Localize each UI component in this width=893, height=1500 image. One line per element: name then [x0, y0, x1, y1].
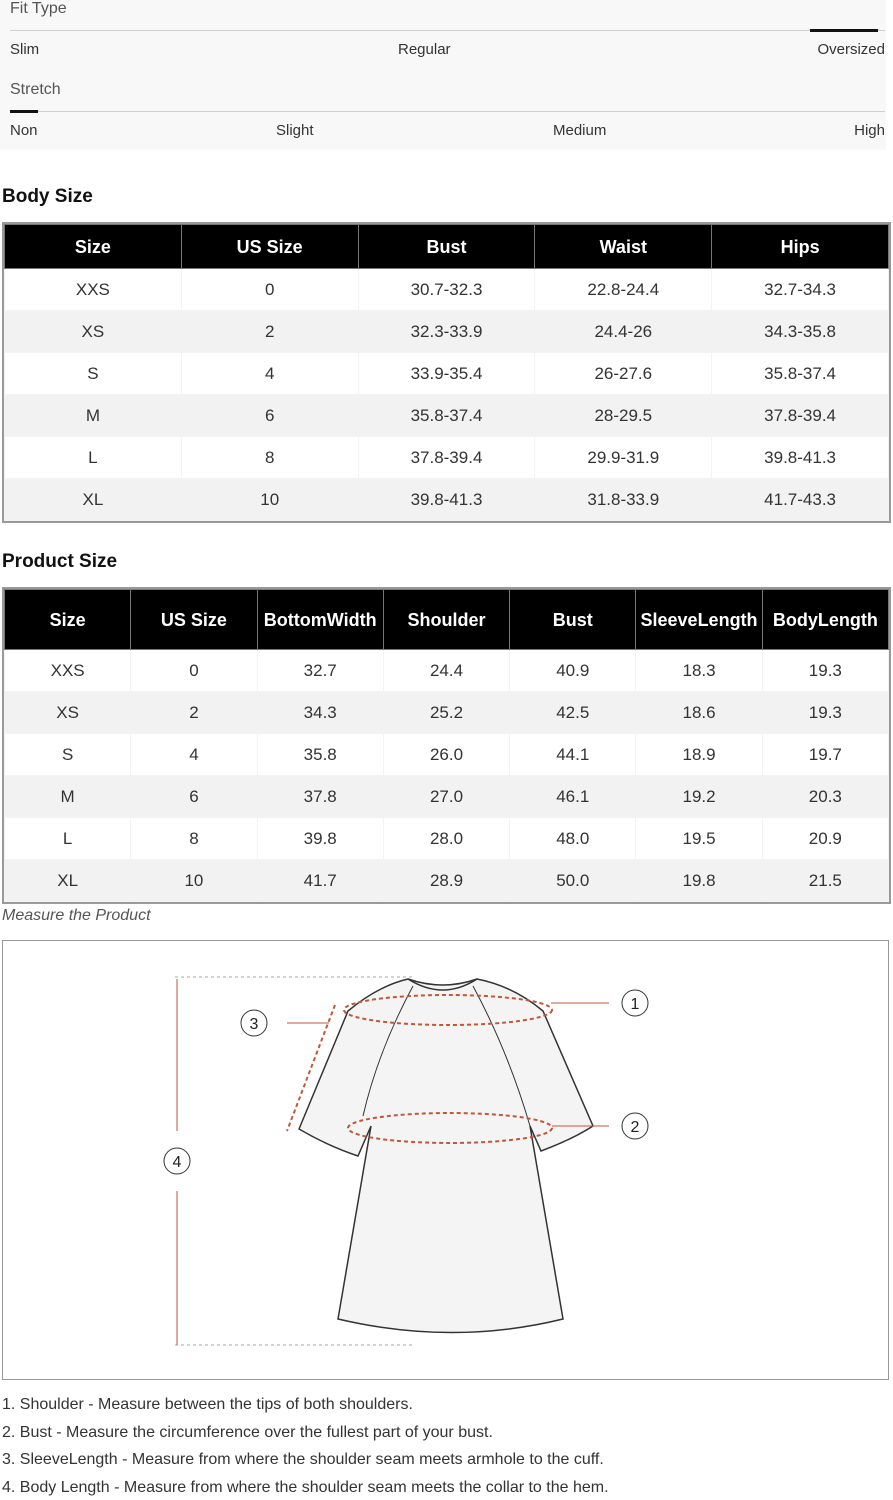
table-cell: 2 — [131, 692, 257, 734]
table-row — [5, 776, 889, 818]
table-cell: 0 — [131, 650, 257, 692]
table-cell: 21.5 — [762, 860, 888, 902]
marker-2-label: 2 — [630, 1119, 640, 1136]
table-cell: 28-29.5 — [535, 395, 712, 437]
header-us-size: US Size — [181, 225, 358, 269]
fit-option-slim: Slim — [10, 41, 40, 58]
table-cell: 39.8 — [257, 818, 383, 860]
header-bottom-width: BottomWidth — [257, 590, 383, 650]
table-cell: 44.1 — [510, 734, 636, 776]
table-cell: 25.2 — [383, 692, 509, 734]
marker-1 — [622, 990, 648, 1016]
table-cell: 39.8-41.3 — [358, 479, 535, 521]
marker-2 — [622, 1113, 648, 1139]
table-cell: 35.8-37.4 — [358, 395, 535, 437]
stretch-option-high: High — [854, 122, 885, 139]
table-cell: 32.3-33.9 — [358, 311, 535, 353]
table-cell: 4 — [131, 734, 257, 776]
table-cell: XL — [5, 479, 182, 521]
marker-3-label: 3 — [249, 1016, 259, 1033]
table-row — [5, 650, 889, 692]
table-cell: 32.7-34.3 — [712, 269, 889, 311]
table-cell: 18.9 — [636, 734, 762, 776]
table-cell: 35.8 — [257, 734, 383, 776]
table-cell: 29.9-31.9 — [535, 437, 712, 479]
fit-type-title: Fit Type — [10, 0, 67, 17]
table-row — [5, 395, 889, 437]
stretch-option-medium: Medium — [553, 122, 607, 139]
tshirt-diagram — [3, 941, 888, 1379]
table-row — [5, 692, 889, 734]
table-cell: 39.8-41.3 — [712, 437, 889, 479]
table-row — [5, 437, 889, 479]
table-cell: 41.7-43.3 — [712, 479, 889, 521]
table-cell: M — [5, 776, 131, 818]
product-size-header-row — [5, 590, 889, 650]
header-bust: Bust — [358, 225, 535, 269]
product-size-table — [2, 587, 891, 904]
table-cell: 46.1 — [510, 776, 636, 818]
table-cell: 0 — [181, 269, 358, 311]
table-cell: 24.4-26 — [535, 311, 712, 353]
table-cell: 19.7 — [762, 734, 888, 776]
header-waist: Waist — [535, 225, 712, 269]
table-cell: 27.0 — [383, 776, 509, 818]
header-hips: Hips — [712, 225, 889, 269]
note-bust: 2. Bust - Measure the circumference over the fullest part of your bust. — [2, 1424, 493, 1441]
table-cell: 18.3 — [636, 650, 762, 692]
note-shoulder: 1. Shoulder - Measure between the tips of both shoulders. — [2, 1396, 413, 1413]
table-cell: XXS — [5, 269, 182, 311]
table-cell: 50.0 — [510, 860, 636, 902]
header-size: Size — [5, 590, 131, 650]
table-cell: 28.9 — [383, 860, 509, 902]
table-cell: 6 — [131, 776, 257, 818]
table-cell: 18.6 — [636, 692, 762, 734]
header-sleeve-length: SleeveLength — [636, 590, 762, 650]
table-cell: 10 — [131, 860, 257, 902]
tshirt-shape — [299, 979, 593, 1333]
marker-1-label: 1 — [630, 996, 640, 1013]
body-size-header-row — [5, 225, 889, 269]
header-body-length: BodyLength — [762, 590, 888, 650]
table-cell: 37.8 — [257, 776, 383, 818]
stretch-track — [10, 111, 885, 112]
table-cell: 8 — [131, 818, 257, 860]
table-cell: 33.9-35.4 — [358, 353, 535, 395]
table-cell: 19.3 — [762, 692, 888, 734]
note-body-length: 4. Body Length - Measure from where the shoulder seam meets the collar to the hem. — [2, 1479, 609, 1496]
table-cell: 4 — [181, 353, 358, 395]
stretch-option-slight: Slight — [276, 122, 314, 139]
table-cell: 42.5 — [510, 692, 636, 734]
table-row — [5, 734, 889, 776]
marker-4 — [164, 1148, 190, 1174]
table-row — [5, 479, 889, 521]
table-cell: 22.8-24.4 — [535, 269, 712, 311]
table-cell: S — [5, 353, 182, 395]
body-size-title: Body Size — [2, 186, 93, 207]
header-size: Size — [5, 225, 182, 269]
table-cell: XXS — [5, 650, 131, 692]
table-cell: 26-27.6 — [535, 353, 712, 395]
measure-title: Measure the Product — [2, 907, 151, 924]
table-cell: 35.8-37.4 — [712, 353, 889, 395]
table-row — [5, 353, 889, 395]
table-cell: M — [5, 395, 182, 437]
marker-4-label: 4 — [172, 1154, 182, 1171]
fit-type-track — [10, 30, 885, 31]
table-cell: 32.7 — [257, 650, 383, 692]
product-size-title: Product Size — [2, 551, 118, 572]
stretch-option-non: Non — [10, 122, 38, 139]
body-size-table — [2, 222, 891, 523]
table-cell: 34.3-35.8 — [712, 311, 889, 353]
table-cell: 37.8-39.4 — [358, 437, 535, 479]
table-cell: 6 — [181, 395, 358, 437]
table-cell: 2 — [181, 311, 358, 353]
fit-stretch-panel — [0, 0, 886, 150]
table-cell: 31.8-33.9 — [535, 479, 712, 521]
table-cell: XS — [5, 311, 182, 353]
table-cell: 10 — [181, 479, 358, 521]
fit-option-oversized: Oversized — [817, 41, 885, 58]
table-cell: 48.0 — [510, 818, 636, 860]
table-cell: 26.0 — [383, 734, 509, 776]
stretch-title: Stretch — [10, 81, 61, 98]
table-cell: 24.4 — [383, 650, 509, 692]
header-bust: Bust — [510, 590, 636, 650]
table-cell: L — [5, 437, 182, 479]
table-cell: 8 — [181, 437, 358, 479]
stretch-selected-marker — [10, 110, 38, 113]
table-cell: L — [5, 818, 131, 860]
table-cell: 40.9 — [510, 650, 636, 692]
header-us-size: US Size — [131, 590, 257, 650]
note-sleeve-length: 3. SleeveLength - Measure from where the shoulder seam meets armhole to the cuff. — [2, 1451, 604, 1468]
table-cell: 20.3 — [762, 776, 888, 818]
table-cell: 37.8-39.4 — [712, 395, 889, 437]
table-cell: 19.5 — [636, 818, 762, 860]
table-row — [5, 860, 889, 902]
table-cell: 19.8 — [636, 860, 762, 902]
table-cell: 19.3 — [762, 650, 888, 692]
table-cell: 28.0 — [383, 818, 509, 860]
table-cell: 30.7-32.3 — [358, 269, 535, 311]
fit-type-selected-marker — [810, 29, 878, 32]
table-cell: 19.2 — [636, 776, 762, 818]
table-cell: S — [5, 734, 131, 776]
table-cell: XL — [5, 860, 131, 902]
table-row — [5, 269, 889, 311]
table-cell: 20.9 — [762, 818, 888, 860]
header-shoulder: Shoulder — [383, 590, 509, 650]
measure-diagram — [2, 940, 889, 1380]
table-cell: 41.7 — [257, 860, 383, 902]
marker-3 — [241, 1010, 267, 1036]
table-cell: 34.3 — [257, 692, 383, 734]
fit-option-regular: Regular — [398, 41, 451, 58]
table-row — [5, 818, 889, 860]
table-cell: XS — [5, 692, 131, 734]
table-row — [5, 311, 889, 353]
